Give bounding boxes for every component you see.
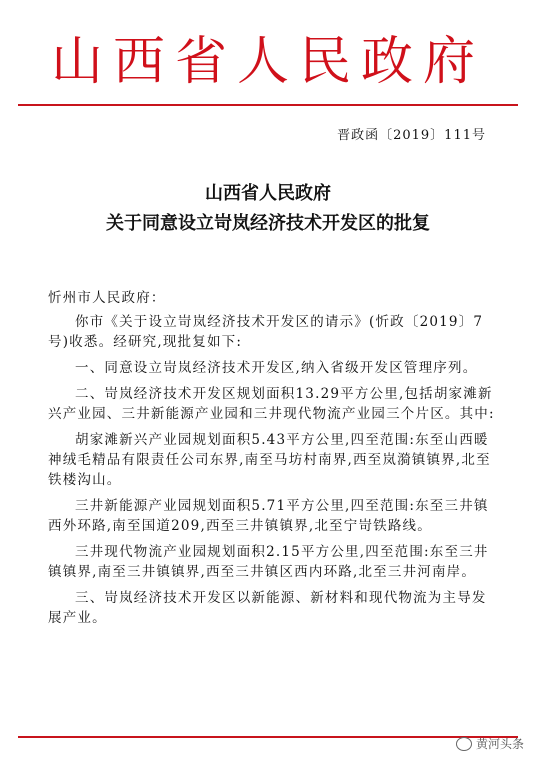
paragraph-request: 你市《关于设立岢岚经济技术开发区的请示》(忻政〔2019〕7号)收悉。经研究,现批复如下: [48, 314, 484, 350]
letterhead-rule [18, 104, 518, 106]
document-number: 晋政函〔2019〕111号 [337, 128, 486, 143]
watermark-text: 黄河头条 [475, 737, 524, 751]
document-body [48, 288, 500, 628]
paragraph-sanjing-energy: 三井新能源产业园规划面积5.71平方公里,四至范围:东至三井镇西外环路,南至国道209,西至三井镇镇界,北至宁岢铁路线。 [48, 498, 489, 534]
salutation: 忻州市人民政府： [48, 290, 166, 306]
chat-bubble-icon [456, 737, 472, 751]
paragraph-item-3: 三、岢岚经济技术开发区以新能源、新材料和现代物流为主导发展产业。 [48, 590, 487, 626]
watermark [456, 735, 524, 752]
bottom-rule [18, 736, 518, 738]
title-line-2: 关于同意设立岢岚经济技术开发区的批复 [106, 213, 430, 234]
paragraph-item-1: 一、同意设立岢岚经济技术开发区,纳入省级开发区管理序列。 [75, 360, 478, 376]
paragraph-hujiatan: 胡家滩新兴产业园规划面积5.43平方公里,四至范围:东至山西暖神绒毛精品有限责任公司东界,南至马坊村南界,西至岚漪镇镇界,北至铁楼沟山。 [48, 432, 491, 488]
letterhead: 山西省人民政府 [50, 32, 485, 92]
paragraph-sanjing-logistics: 三井现代物流产业园规划面积2.15平方公里,四至范围:东至三井镇镇界,南至三井镇镇界,西至三井镇区西内环路,北至三井河南岸。 [48, 544, 489, 580]
title-line-1: 山西省人民政府 [205, 183, 331, 204]
paragraph-item-2: 二、岢岚经济技术开发区规划面积13.29平方公里,包括胡家滩新兴产业园、三井新能源产业园和三井现代物流产业园三个片区。其中: [48, 386, 495, 422]
